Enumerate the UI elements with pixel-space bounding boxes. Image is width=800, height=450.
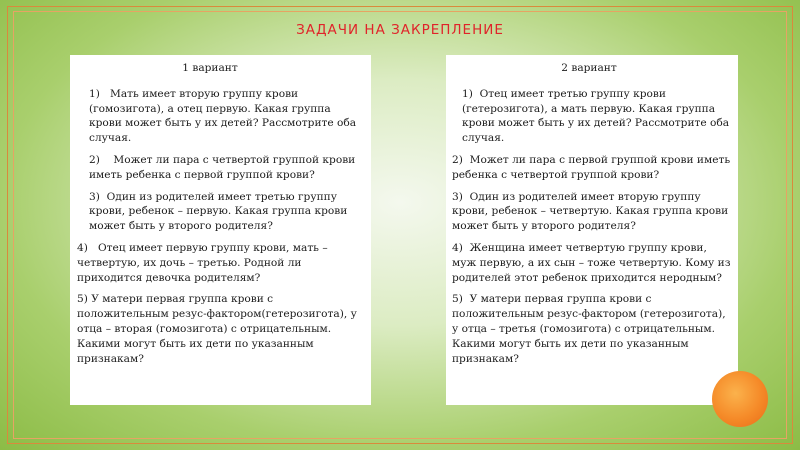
- variant-2-task-5: 5) У матери первая группа крови с положительным резус-фактором (гетерозигота), у отца – третья (гомозигота) с отрицательным. Какими могут быть их дети по указанным признакам?: [452, 293, 726, 365]
- variant-2-panel: [446, 55, 738, 405]
- variant-2-task-3: 3) Один из родителей имеет вторую группу крови, ребенок – четвертую. Какая группа крови может быть у второго родителя?: [452, 190, 729, 233]
- variant-2-task-4: 4) Женщина имеет четвертую группу крови, муж первую, а их сын – тоже четвертую. Кому из родителей этот ребенок приходится неродным?: [452, 241, 731, 284]
- variant-1-panel: [70, 55, 371, 405]
- variant-1-task-1: 1) Мать имеет вторую группу крови (гомозигота), а отец первую. Какая группа крови может быть у их детей? Рассмотрите оба случая.: [89, 87, 357, 145]
- variant-1-task-4: 4) Отец имеет первую группу крови, мать – четвертую, их дочь – третью. Родной ли приходится девочка родителям?: [77, 241, 328, 284]
- variant-1-task-3: 3) Один из родителей имеет третью группу крови, ребенок – первую. Какая группа крови может быть у второго родителя?: [89, 190, 348, 233]
- variant-2-task-1: 1) Отец имеет третью группу крови (гетерозигота), а мать первую. Какая группа крови может быть у их детей? Рассмотрите оба случая.: [462, 87, 730, 145]
- variant-2-heading: 2 вариант: [561, 62, 617, 74]
- variant-2-task-2: 2) Может ли пара с первой группой крови иметь ребенка с четвертой группой крови?: [452, 153, 731, 181]
- variant-1-heading: 1 вариант: [182, 62, 238, 74]
- variant-1-task-5: 5) У матери первая группа крови с положительным резус-фактором(гетерозигота), у отца – вторая (гомозигота) с отрицательным. Какими могут быть их дети по указанным признакам?: [77, 293, 357, 365]
- decorative-orange-circle: [712, 371, 768, 427]
- slide-title: ЗАДАЧИ НА ЗАКРЕПЛЕНИЕ: [296, 22, 504, 38]
- variant-1-task-2: 2) Может ли пара с четвертой группой крови иметь ребенка с первой группой крови?: [89, 153, 356, 181]
